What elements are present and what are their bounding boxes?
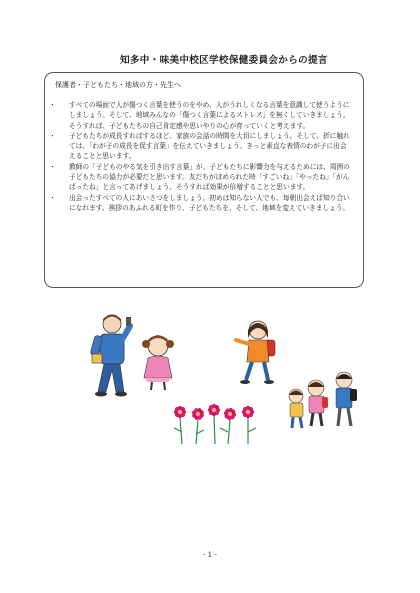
- list-item-text: 教師の「子どものやる気を引き出す言葉」が、子どもたちに影響力を与えるためには、周囲の子どもたちの協力が必要だと思います。友だちがほめられた時「すごいね」「やったね」「がんばったね」と言ってあげましょう。そうすれば効果が倍増することと思います。: [69, 162, 350, 192]
- list-item: [49, 100, 353, 131]
- page-title: 知多中・味美中校区学校保健委員会からの提言: [120, 55, 328, 66]
- addressee-line: 保護者・子どもたち・地域の方・先生へ: [55, 81, 181, 89]
- proposal-box: [44, 72, 364, 288]
- girl-with-backpack-illustration: [232, 318, 280, 388]
- man-with-phone-illustration: [86, 312, 136, 402]
- list-item-text: すべての場面で人が傷つく言葉を使うのをやめ、人がうれしくなる言葉を意識して使うようにしましょう。そして、地域みんなの「傷つく言葉によるストレス」を無くしていきましょう。そうすれば、子どもたちの自己肯定感や思いやりの心が育っていくと考えます。: [69, 101, 350, 130]
- bullet: ・: [49, 193, 56, 202]
- bullet: ・: [49, 162, 56, 171]
- list-item: [49, 131, 353, 162]
- list-item-text: 子どもたちが成長すればするほど、家族の会話の時間を大切にしましょう。そして、折に触れては、「わが子の成長を促す言葉」を伝えていきましょう。きっと素直な表情のわが子に出会えることと思います。: [69, 131, 350, 161]
- page-number: - 1 -: [203, 551, 217, 559]
- list-item-text: 出会ったすべての人にあいさつをしましょう。初めは知らない人でも、毎朝出会えば知り合いになれます。挨拶のあふれる町を作り、子どもたちを、そして、地域を変えていきましょう。: [69, 193, 350, 212]
- children-group-illustration: [280, 370, 362, 432]
- girl-bowing-illustration: [136, 332, 180, 394]
- bullet: ・: [49, 131, 56, 140]
- proposal-list: [49, 100, 353, 213]
- list-item: [49, 193, 353, 214]
- bullet: ・: [49, 101, 56, 109]
- list-item: [49, 162, 353, 193]
- cosmos-flowers-illustration: [168, 398, 260, 446]
